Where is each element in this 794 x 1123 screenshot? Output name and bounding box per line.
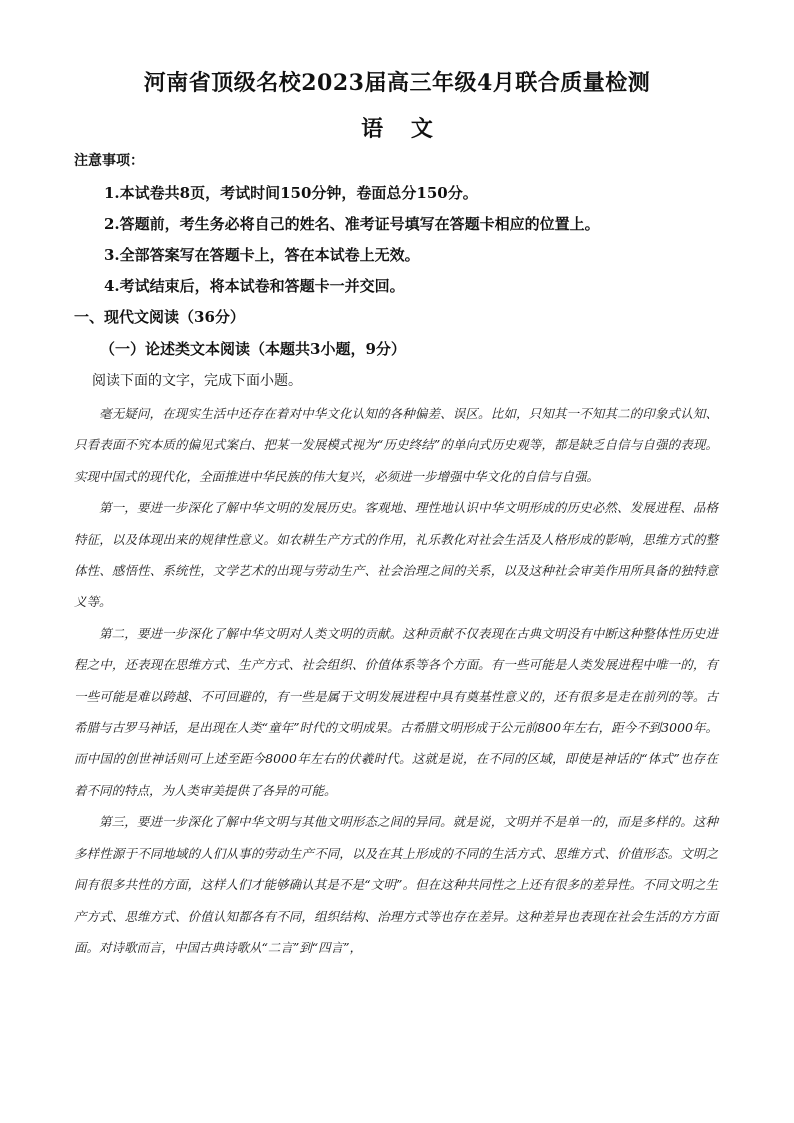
- paragraph: 第一，要进一步深化了解中华文明的发展历史。客观地、理性地认识中华文明形成的历史必然、发展进程、品格特征，以及体现出来的规律性意义。如农耕生产方式的作用，礼乐教化对社会生活及人格形成的影响，思维方式的整体性、感悟性、系统性，文学艺术的出现与劳动生产、社会治理之间的关系，以及这种社会审美作用所具备的独特意义等。: [74, 500, 718, 610]
- subsection-heading: （一）论述类文本阅读（本题共3小题，9分）: [100, 340, 406, 358]
- reading-instruction: 阅读下面的文字，完成下面小题。: [92, 373, 302, 389]
- paragraph: 毫无疑问，在现实生活中还存在着对中华文化认知的各种偏差、误区。比如，只知其一不知其二的印象式认知、只看表面不究本质的偏见式案白、把某一发展模式视为“历史终结”的单向式历史观等，都是缺乏自信与自强的表现。实现中国式的现代化，全面推进中华民族的伟大复兴，必须进一步增强中华文化的自信与自强。: [74, 406, 718, 484]
- reading-passage: [74, 398, 718, 963]
- page-title: 河南省顶级名校2023届高三年级4月联合质量检测: [143, 70, 651, 96]
- notice-heading: 注意事项：: [74, 153, 144, 169]
- subject-heading: 语 文: [361, 116, 433, 142]
- notice-item-1: 1.本试卷共8页，考试时间150分钟，卷面总分150分。: [104, 184, 478, 202]
- section-heading: 一、现代文阅读（36分）: [74, 308, 245, 326]
- notice-item-4: 4.考试结束后，将本试卷和答题卡一并交回。: [104, 277, 405, 295]
- notice-item-3: 3.全部答案写在答题卡上，答在本试卷上无效。: [104, 246, 420, 264]
- paragraph: 第二，要进一步深化了解中华文明对人类文明的贡献。这种贡献不仅表现在古典文明没有中断这种整体性历史进程之中，还表现在思维方式、生产方式、社会组织、价值体系等各个方面。有一些可能是人类发展进程中唯一的，有一些可能是难以跨越、不可回避的，有一些是属于文明发展进程中具有奠基性意义的，还有很多是走在前列的等。古希腊与古罗马神话，是出现在人类“童年”时代的文明成果。古希腊文明形成于公元前800年左右，距今不到3000年。而中国的创世神话则可上述至距今8000年左右的伏羲时代。这就是说，在不同的区域，即使是神话的“体式”也存在着不同的特点，为人类审美提供了各异的可能。: [74, 625, 718, 798]
- notice-item-2: 2.答题前，考生务必将自己的姓名、准考证号填写在答题卡相应的位置上。: [104, 215, 600, 233]
- paragraph: 第三，要进一步深化了解中华文明与其他文明形态之间的异同。就是说，文明并不是单一的，而是多样的。这种多样性源于不同地域的人们从事的劳动生产不同，以及在其上形成的不同的生活方式、思维方式、价值形态。文明之间有很多共性的方面，这样人们才能够确认其是不是“文明”。但在这种共同性之上还有很多的差异性。不同文明之生产方式、思维方式、价值认知都各有不同，组织结构、治理方式等也存在差异。这种差异也表现在社会生活的方方面面。对诗歌而言，中国古典诗歌从“二言”到“四言”，: [74, 814, 718, 955]
